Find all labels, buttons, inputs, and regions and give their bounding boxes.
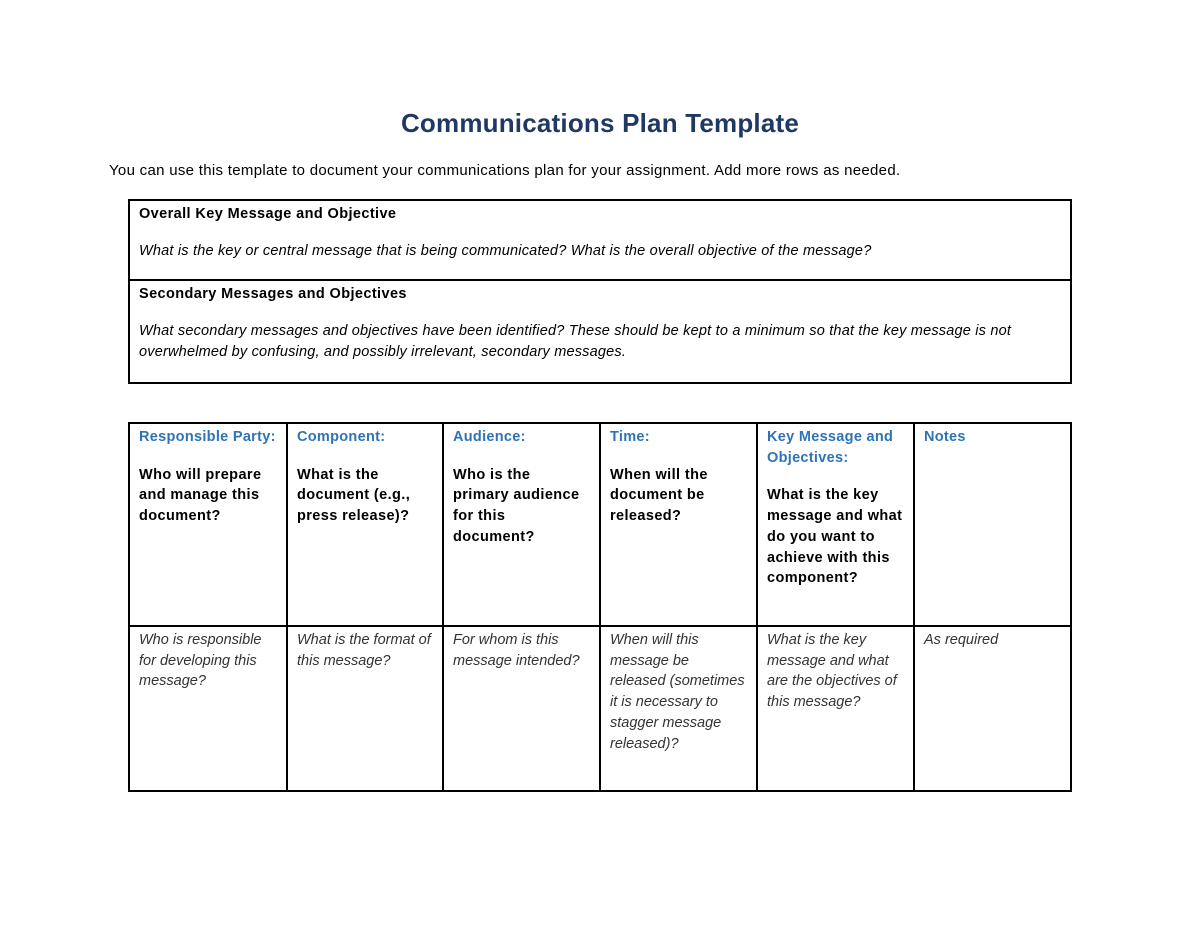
- header-question: Who is the primary audience for this document?: [453, 466, 580, 545]
- header-question: Who will prepare and manage this document?: [139, 466, 262, 525]
- header-label: Audience:: [453, 429, 526, 445]
- header-label: Time:: [610, 429, 650, 445]
- header-cell-audience[interactable]: [443, 423, 600, 626]
- header-label: Responsible Party:: [139, 429, 276, 445]
- secondary-messages-prompt: What secondary messages and objectives have been identified? These should be kept to a minimum so that the key message is not overwhelmed by confusing, and possibly irrelevant, secondary messages.: [139, 323, 1012, 360]
- secondary-messages-row[interactable]: [130, 281, 1070, 382]
- cell-prompt: For whom is this message intended?: [453, 632, 580, 669]
- cell-prompt: Who is responsible for developing this message?: [139, 632, 262, 690]
- key-message-prompt: What is the key or central message that is being communicated? What is the overall objective of the message?: [139, 243, 872, 259]
- header-cell-responsible-party[interactable]: [129, 423, 287, 626]
- table-cell[interactable]: [443, 626, 600, 791]
- cell-prompt: As required: [924, 632, 999, 648]
- header-label: Component:: [297, 429, 386, 445]
- key-message-row[interactable]: [130, 201, 1070, 281]
- cell-prompt: What is the format of this message?: [297, 632, 431, 669]
- header-cell-component[interactable]: [287, 423, 443, 626]
- key-message-heading: Overall Key Message and Objective: [139, 206, 397, 222]
- cell-prompt: When will this message be released (sometimes it is necessary to stagger message released)?: [610, 632, 745, 752]
- intro-text: You can use this template to document your communications plan for your assignment. Add more rows as needed.: [109, 162, 901, 179]
- cell-prompt: What is the key message and what are the objectives of this message?: [767, 632, 897, 711]
- header-label: Notes: [924, 429, 966, 445]
- header-question: What is the document (e.g., press release)?: [297, 466, 411, 525]
- header-cell-time[interactable]: [600, 423, 757, 626]
- header-cell-key-message[interactable]: [757, 423, 914, 626]
- table-header-row: [129, 423, 1071, 626]
- table-row: [129, 626, 1071, 791]
- table-cell[interactable]: [287, 626, 443, 791]
- header-question: When will the document be released?: [610, 466, 708, 525]
- secondary-messages-heading: Secondary Messages and Objectives: [139, 286, 407, 302]
- table-cell[interactable]: [129, 626, 287, 791]
- overview-box: [128, 199, 1072, 384]
- header-cell-notes[interactable]: [914, 423, 1071, 626]
- header-label: Key Message and Objectives:: [767, 429, 894, 466]
- table-cell[interactable]: [600, 626, 757, 791]
- page-title: Communications Plan Template: [400, 108, 800, 138]
- header-question: What is the key message and what do you want to achieve with this component?: [767, 487, 903, 587]
- table-cell[interactable]: [757, 626, 914, 791]
- communications-plan-table: [128, 422, 1072, 792]
- table-cell[interactable]: [914, 626, 1071, 791]
